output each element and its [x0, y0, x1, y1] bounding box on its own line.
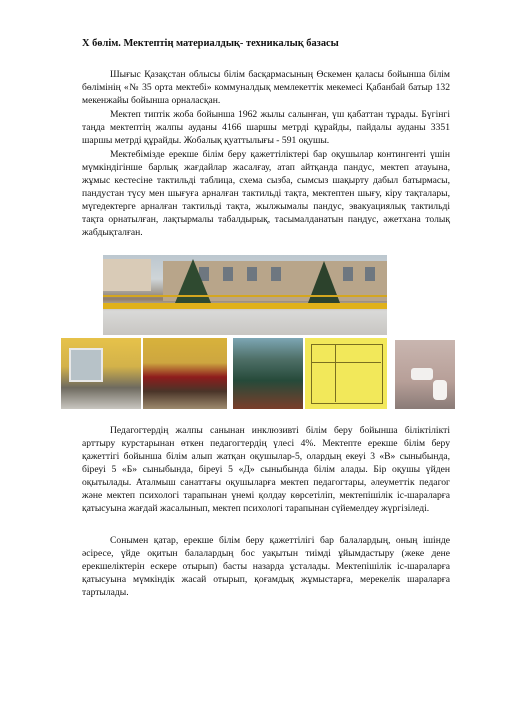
entrance-door-photo — [143, 338, 227, 409]
staircase-photo — [233, 338, 303, 409]
school-exterior-photo — [103, 255, 387, 335]
entrance-ramp-photo — [61, 338, 141, 409]
paragraph-building: Мектеп типтік жоба бойынша 1962 жылы салынған, үш қабаттан тұрады. Бүгінгі таңда мектептің жалпы ауданы 4166 шаршы метрді құрайды, пайдалы ауданы 3351 шаршы метрді құрайды. Жобалық қуаттылығы - 591 оқушы. — [82, 109, 450, 146]
paragraph-accessibility: Мектебімізде ерекше білім беру қажеттіліктері бар оқушылар контингенті үшін мүмкіндігінше барлық жағдайлар жасалғау, атап айтқанда пандус, мектеп атауына, жұмыс кестесіне тактильді таблица, схема сызба, сымсыз шақырту дабыл батырмасы, пандустан түсу мен шығуға арналған тактильді тақта, мектептен шығу, кіру тақталары, мүгедектерге арналған тактильді тақта, жылжымалы пандус, эвакуациялық тактильді тақта орнатылған, лақтырмалы табалдырық, тасымалданатын пандус, әжетхана толық жабдықталған. — [82, 149, 450, 238]
paragraph-leisure: Сонымен қатар, ерекше білім беру қажеттілігі бар балалардың, оның ішінде әсіресе, үйде оқитын балалардың бос уақытын тиімді ұйымдастыру (жеке дене ерекшеліктерін ескере отырып) басты назарда ұсталады. Мектепішілік іс-шараларға қатысуына мүмкіндік жасай отырып, қоғамдық жұмыстарға, мерекелік шараларға тартылады. — [82, 535, 450, 598]
paragraph-inclusive-teachers: Педагогтердің жалпы санынан инклюзивті білім беру бойынша біліктілікті арттыру курстарынан өткен педагогтердің үлесі 4%. Мектепте ерекше білім беру қажеттігі бойынша білім алып жатқан оқушылар-5, олардың екеуі 3 «В» сыныбында, біреуі 5 «Б» сыныбында, біреуі 5 «Д» сыныбында білім алады. Бір оқушы үйден оқытылады. Аталмыш санаттағы оқушыларға мектеп педагогтары, әлеуметтік педагог және мектеп психологі тарапынан үнемі қолдау көрсетіліп, мектепішілік іс-шараларға қатысуына жағдай жасалынып, мектеп психологі тарапынан сүйемелдеу жүргізіледі. — [82, 425, 450, 514]
section-title: X бөлім. Мектептің материалдық- техникалық базасы — [82, 38, 339, 49]
paragraph-location: Шығыс Қазақстан облысы білім басқармасының Өскемен қаласы бойынша білім бөлімінің «№ 35 орта мектебі» коммуналдық мемлекеттік мекемесі Қабанбай батыр 132 мекенжайы бойынша орналасқан. — [82, 69, 450, 106]
accessible-restroom-photo — [395, 340, 455, 409]
tactile-evacuation-plan-photo — [305, 338, 387, 409]
